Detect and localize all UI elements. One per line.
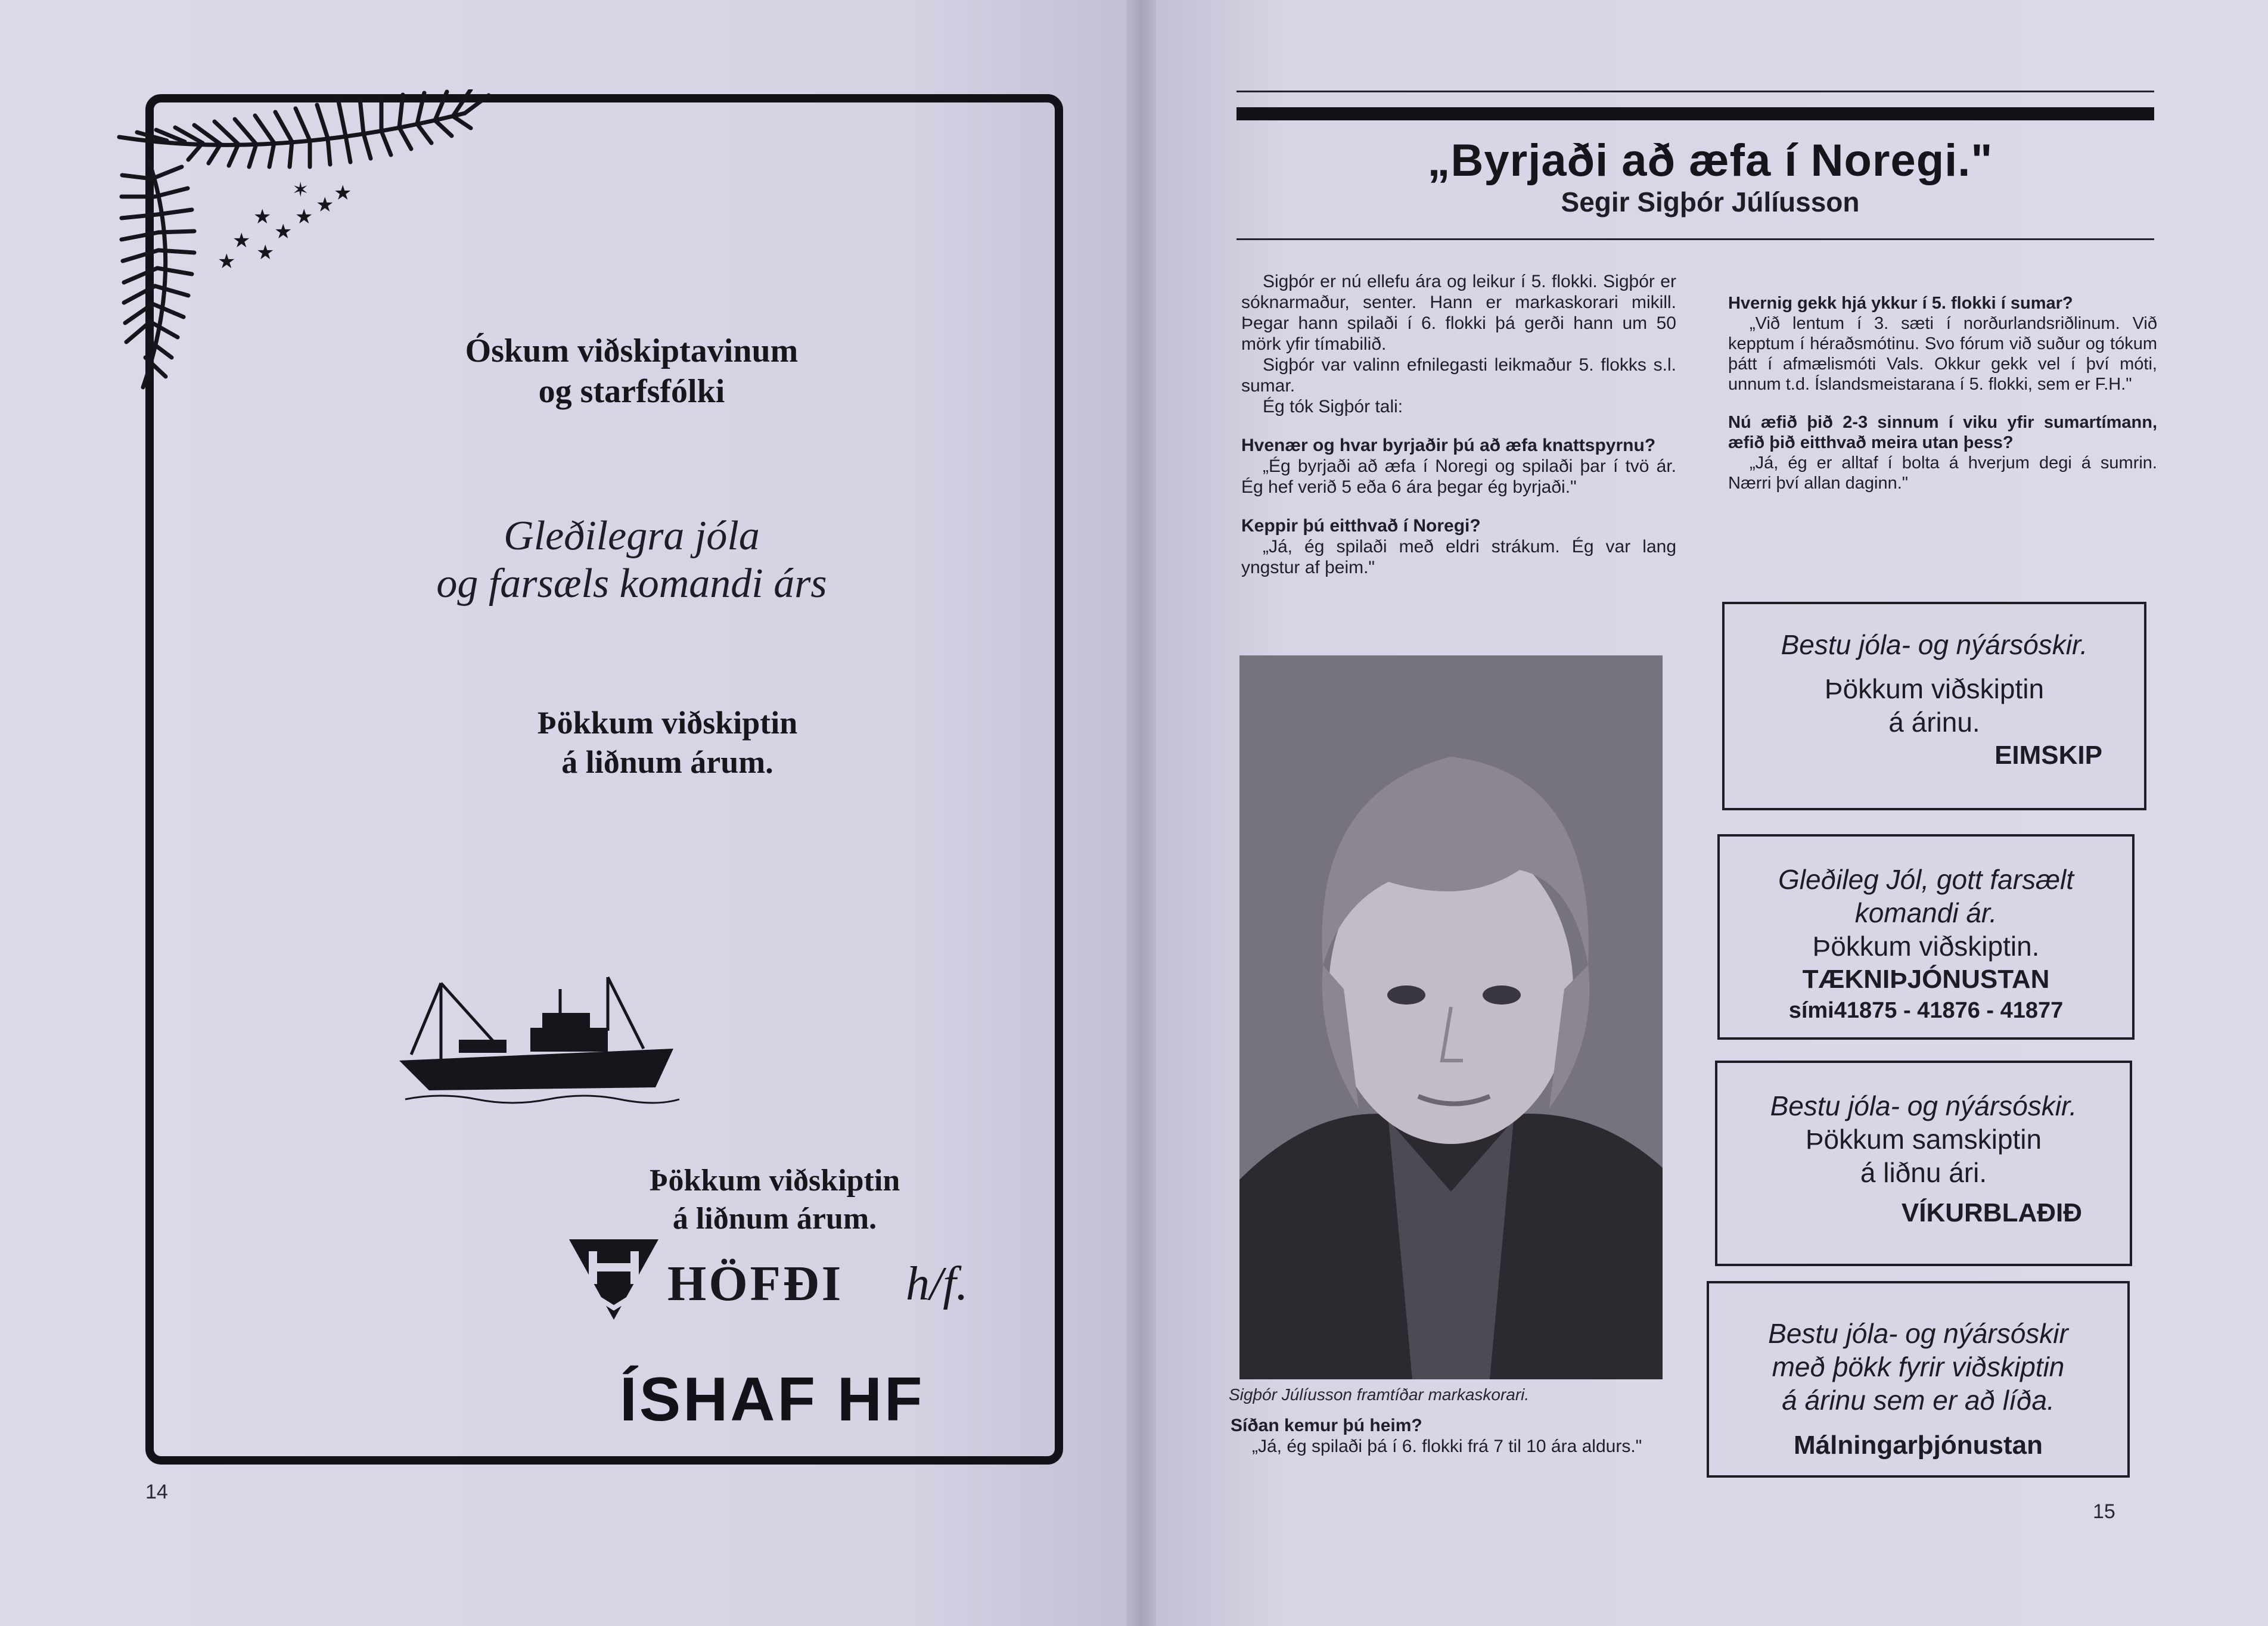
article-column-2 (1728, 293, 2157, 493)
svg-text:★: ★ (295, 205, 313, 229)
answer-3: „Við lentum í 3. sæti í norðurlandsriðlinum. Við kepptum í héraðsmótinu. Svo fórum við suður og tókum þátt í afmælismóti Vals. Okkur gekk vel í því móti, unnum t.d. Íslandsmeistarana í 5. flokki, sem er F.H." (1728, 314, 2157, 394)
hofdi-logo-suffix: h/f. (906, 1258, 968, 1310)
header-bottom-rule (1236, 238, 2154, 240)
answer-4: „Já, ég er alltaf í bolta á hverjum degi á sumrin. Nærri því allan daginn." (1728, 453, 2157, 493)
ad-box-taeknithjonustan (1717, 834, 2135, 1040)
ad-maln-line-3: á árinu sem er að líða. (1782, 1385, 2055, 1416)
ad-taekni-line-1: Gleðileg Jól, gott farsælt (1778, 864, 2074, 895)
portrait-photo (1239, 655, 1663, 1379)
article-column-1 (1241, 271, 1676, 578)
christmas-wish-line-1: Gleðilegra jóla (504, 513, 760, 559)
ad-eimskip-line-2: Þökkum viðskiptin (1824, 673, 2045, 704)
answer-1: „Ég byrjaði að æfa í Noregi og spilaði þar í tvö ár. Ég hef verið 5 eða 6 ára þegar ég byrjaði." (1241, 456, 1676, 497)
christmas-wish (334, 512, 930, 608)
svg-text:★: ★ (256, 241, 275, 265)
ad-maln-line-1: Bestu jóla- og nýársóskir (1768, 1318, 2068, 1349)
ad-taekni-line-2: komandi ár. (1854, 897, 1997, 928)
ad-box-vikurbladid (1715, 1061, 2132, 1266)
greeting-line-1: Óskum viðskiptavinum (465, 332, 799, 369)
thanks-text-1 (453, 703, 882, 782)
ad-eimskip-company: EIMSKIP (1994, 741, 2102, 770)
trawler-ship-icon (393, 971, 685, 1114)
article-headline: „Byrjaði að æfa í Noregi." (1427, 135, 1993, 186)
thanks-2-line-1: Þökkum viðskiptin (649, 1164, 900, 1198)
question-1: Hvenær og hvar byrjaðir þú að æfa knattspyrnu? (1241, 436, 1656, 455)
book-gutter (1126, 0, 1156, 1626)
ad-vikur-line-2: Þökkum samskiptin (1805, 1124, 2042, 1155)
ad-taekni-line-3: Þökkum viðskiptin. (1812, 931, 2040, 962)
article-byline: Segir Sigþór Júlíusson (1561, 186, 1860, 217)
svg-text:★: ★ (232, 229, 251, 253)
svg-text:★: ★ (316, 193, 334, 217)
svg-text:★: ★ (218, 250, 236, 273)
greeting-text (417, 331, 846, 412)
ad-eimskip-line-3: á árinu. (1888, 707, 1980, 738)
photo-caption: Sigþór Júlíusson framtíðar markaskorari. (1229, 1385, 1530, 1404)
svg-text:★: ★ (274, 220, 293, 244)
question-5: Síðan kemur þú heim? (1231, 1416, 1422, 1435)
svg-text:✶: ✶ (292, 178, 309, 202)
intro-paragraph: Sigþór er nú ellefu ára og leikur í 5. flokki. Sigþór er sóknarmaður, senter. Hann er markaskorari mikill. Þegar hann spilaði í 6. flokki þá gerði hann um 50 mörk yfir tímabilið. (1241, 272, 1676, 354)
question-4: Nú æfið þið 2-3 sinnum í viku yfir sumartímann, æfið þið eitthvað meira utan þess? (1728, 413, 2157, 452)
thanks-1-line-2: á liðnum árum. (561, 744, 773, 780)
ad-taekni-phone: sími41875 - 41876 - 41877 (1788, 998, 2064, 1023)
ad-vikur-line-3: á liðnu ári. (1860, 1157, 1987, 1188)
thanks-1-line-1: Þökkum viðskiptin (537, 705, 798, 741)
answer-5: „Já, ég spilaði þá í 6. flokki frá 7 til 10 ára aldurs." (1252, 1437, 1642, 1456)
thanks-2-line-2: á liðnum árum. (672, 1202, 877, 1236)
intro-paragraph-2: Sigþór var valinn efnilegasti leikmaður 5. flokks s.l. sumar. (1241, 355, 1676, 396)
ishaf-company-name: ÍSHAF HF (620, 1365, 925, 1434)
ad-eimskip-line-1: Bestu jóla- og nýársóskir. (1781, 629, 2088, 660)
ad-maln-line-2: með þökk fyrir viðskiptin (1772, 1351, 2065, 1382)
article-column-3 (1231, 1415, 1672, 1457)
ad-maln-company: Málningarþjónustan (1794, 1431, 2043, 1460)
christmas-wish-line-2: og farsæls komandi árs (436, 561, 827, 607)
page-number-left: 14 (145, 1481, 168, 1503)
ad-taekni-company: TÆKNIÞJÓNUSTAN (1802, 965, 2050, 994)
answer-2: „Já, ég spilaði með eldri strákum. Ég var lang yngstur af þeim." (1241, 537, 1676, 577)
svg-text:★: ★ (253, 205, 272, 229)
header-top-rule (1236, 91, 2154, 92)
hofdi-logo (566, 1233, 983, 1323)
question-2: Keppir þú eitthvað í Noregi? (1241, 516, 1481, 536)
question-3: Hvernig gekk hjá ykkur í 5. flokki í sumar? (1728, 294, 2073, 313)
ad-vikur-company: VÍKURBLAÐIÐ (1901, 1198, 2082, 1227)
thanks-text-2 (584, 1162, 965, 1238)
greeting-line-2: og starfsfólki (538, 373, 725, 410)
svg-text:★: ★ (334, 181, 352, 205)
boy-portrait-image (1239, 655, 1663, 1379)
ad-vikur-line-1: Bestu jóla- og nýársóskir. (1770, 1090, 2077, 1121)
page-number-right: 15 (2093, 1500, 2115, 1523)
ad-box-eimskip (1722, 602, 2146, 810)
intro-paragraph-3: Ég tók Sigþór tali: (1263, 397, 1403, 416)
header-thick-rule (1236, 107, 2154, 120)
ad-box-malningarthjonustan (1707, 1281, 2130, 1478)
hofdi-triangle-icon (566, 1233, 661, 1323)
hofdi-logo-word: HÖFÐI (667, 1256, 844, 1311)
